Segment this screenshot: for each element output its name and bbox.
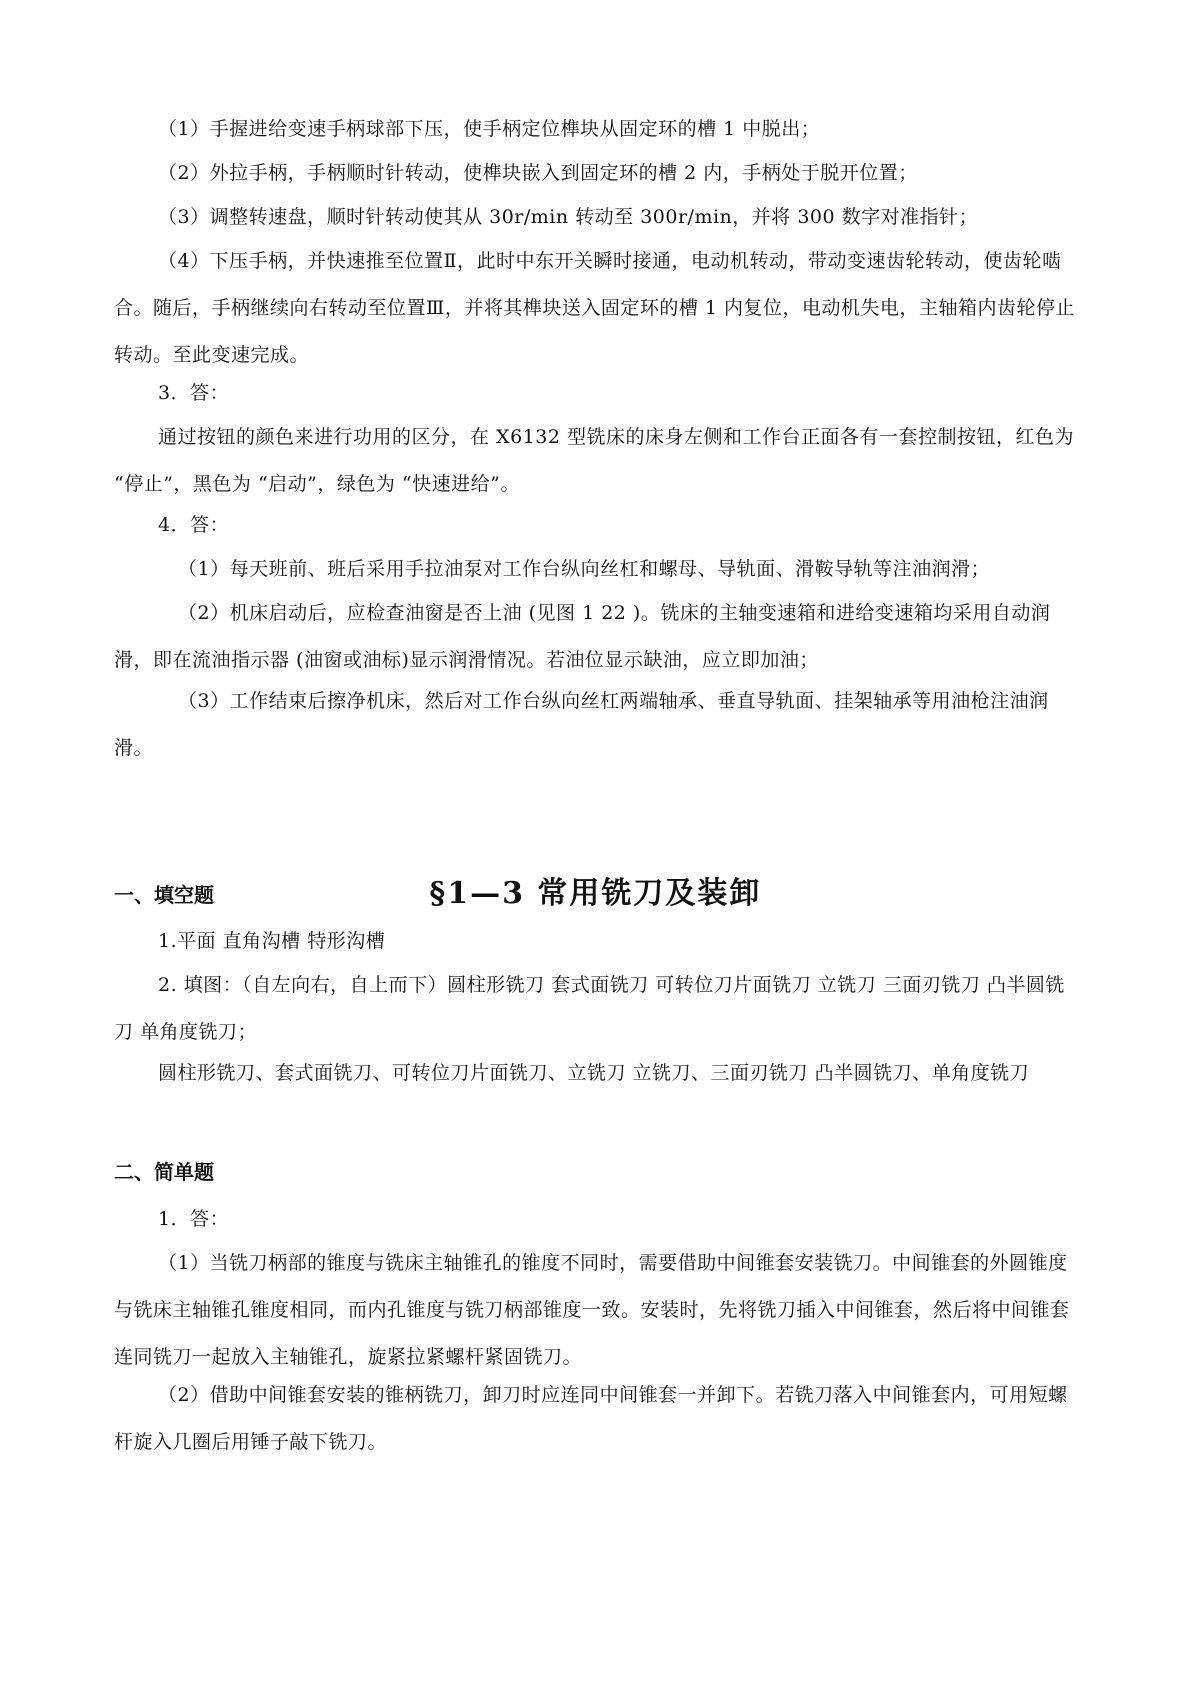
- section-heading-short-answer: 二、简单题: [114, 1160, 214, 1184]
- section-heading-fill-blank: 一、填空题: [114, 883, 214, 907]
- answer-4-item-2: （2）机床启动后，应检查油窗是否上油 (见图 1 22 )。铣床的主轴变速箱和进给变速箱均采用自动润滑，即在流油指示器 (油窗或油标)显示润滑情况。若油位显示缺油，应立即加油；: [114, 602, 1051, 671]
- section-title: §1—3 常用铣刀及装卸: [429, 876, 762, 911]
- answer-4-item-1: （1）每天班前、班后采用手拉油泵对工作台纵向丝杠和螺母、导轨面、滑鞍导轨等注油润滑；: [178, 558, 991, 580]
- fill-answer-3: 圆柱形铣刀、套式面铣刀、可转位刀片面铣刀、立铣刀 立铣刀、三面刃铣刀 凸半圆铣刀、单角度铣刀: [158, 1062, 1030, 1084]
- paragraph-step-2: （2）外拉手柄，手柄顺时针转动，使榫块嵌入到固定环的槽 2 内，手柄处于脱开位置；: [158, 162, 918, 184]
- answer-1-item-2: （2）借助中间锥套安装的锥柄铣刀，卸刀时应连同中间锥套一并卸下。若铣刀落入中间锥套内，可用短螺杆旋入几圈后用锤子敲下铣刀。: [114, 1384, 1068, 1453]
- answer-4-label: 4．答：: [158, 514, 230, 536]
- paragraph-step-1: （1）手握进给变速手柄球部下压，使手柄定位榫块从固定环的槽 1 中脱出；: [158, 118, 821, 140]
- fill-answer-1: 1.平面 直角沟槽 特形沟槽: [158, 930, 386, 952]
- answer-3-text: 通过按钮的颜色来进行功用的区分，在 X6132 型铣床的床身左侧和工作台正面各有一套控制按钮，红色为 “停止”，黑色为 “启动”，绿色为 “快速进给”。: [114, 426, 1074, 495]
- answer-1-item-1: （1）当铣刀柄部的锥度与铣床主轴锥孔的锥度不同时，需要借助中间锥套安装铣刀。中间锥套的外圆锥度与铣床主轴锥孔锥度相同，而内孔锥度与铣刀柄部锥度一致。安装时，先将铣刀插入中间锥套，然后将中间锥套连同铣刀一起放入主轴锥孔，旋紧拉紧螺杆紧固铣刀。: [114, 1252, 1070, 1368]
- answer-3-label: 3．答：: [158, 382, 230, 404]
- paragraph-step-3: （3）调整转速盘，顺时针转动使其从 30r/min 转动至 300r/min，并将 300 数字对准指针；: [158, 206, 979, 228]
- fill-answer-2: 2. 填图：（自左向右，自上而下）圆柱形铣刀 套式面铣刀 可转位刀片面铣刀 立铣刀 三面刃铣刀 凸半圆铣刀 单角度铣刀；: [114, 974, 1065, 1043]
- answer-1-label: 1．答：: [158, 1208, 230, 1230]
- answer-4-item-3: （3）工作结束后擦净机床，然后对工作台纵向丝杠两端轴承、垂直导轨面、挂架轴承等用油枪注油润滑。: [114, 690, 1049, 759]
- paragraph-step-4: （4）下压手柄，并快速推至位置Ⅱ，此时中东开关瞬时接通，电动机转动，带动变速齿轮转动，使齿轮啮合。随后，手柄继续向右转动至位置Ⅲ，并将其榫块送入固定环的槽 1 内复位，电动机失电，主轴箱内齿轮停止转动。至此变速完成。: [114, 250, 1075, 366]
